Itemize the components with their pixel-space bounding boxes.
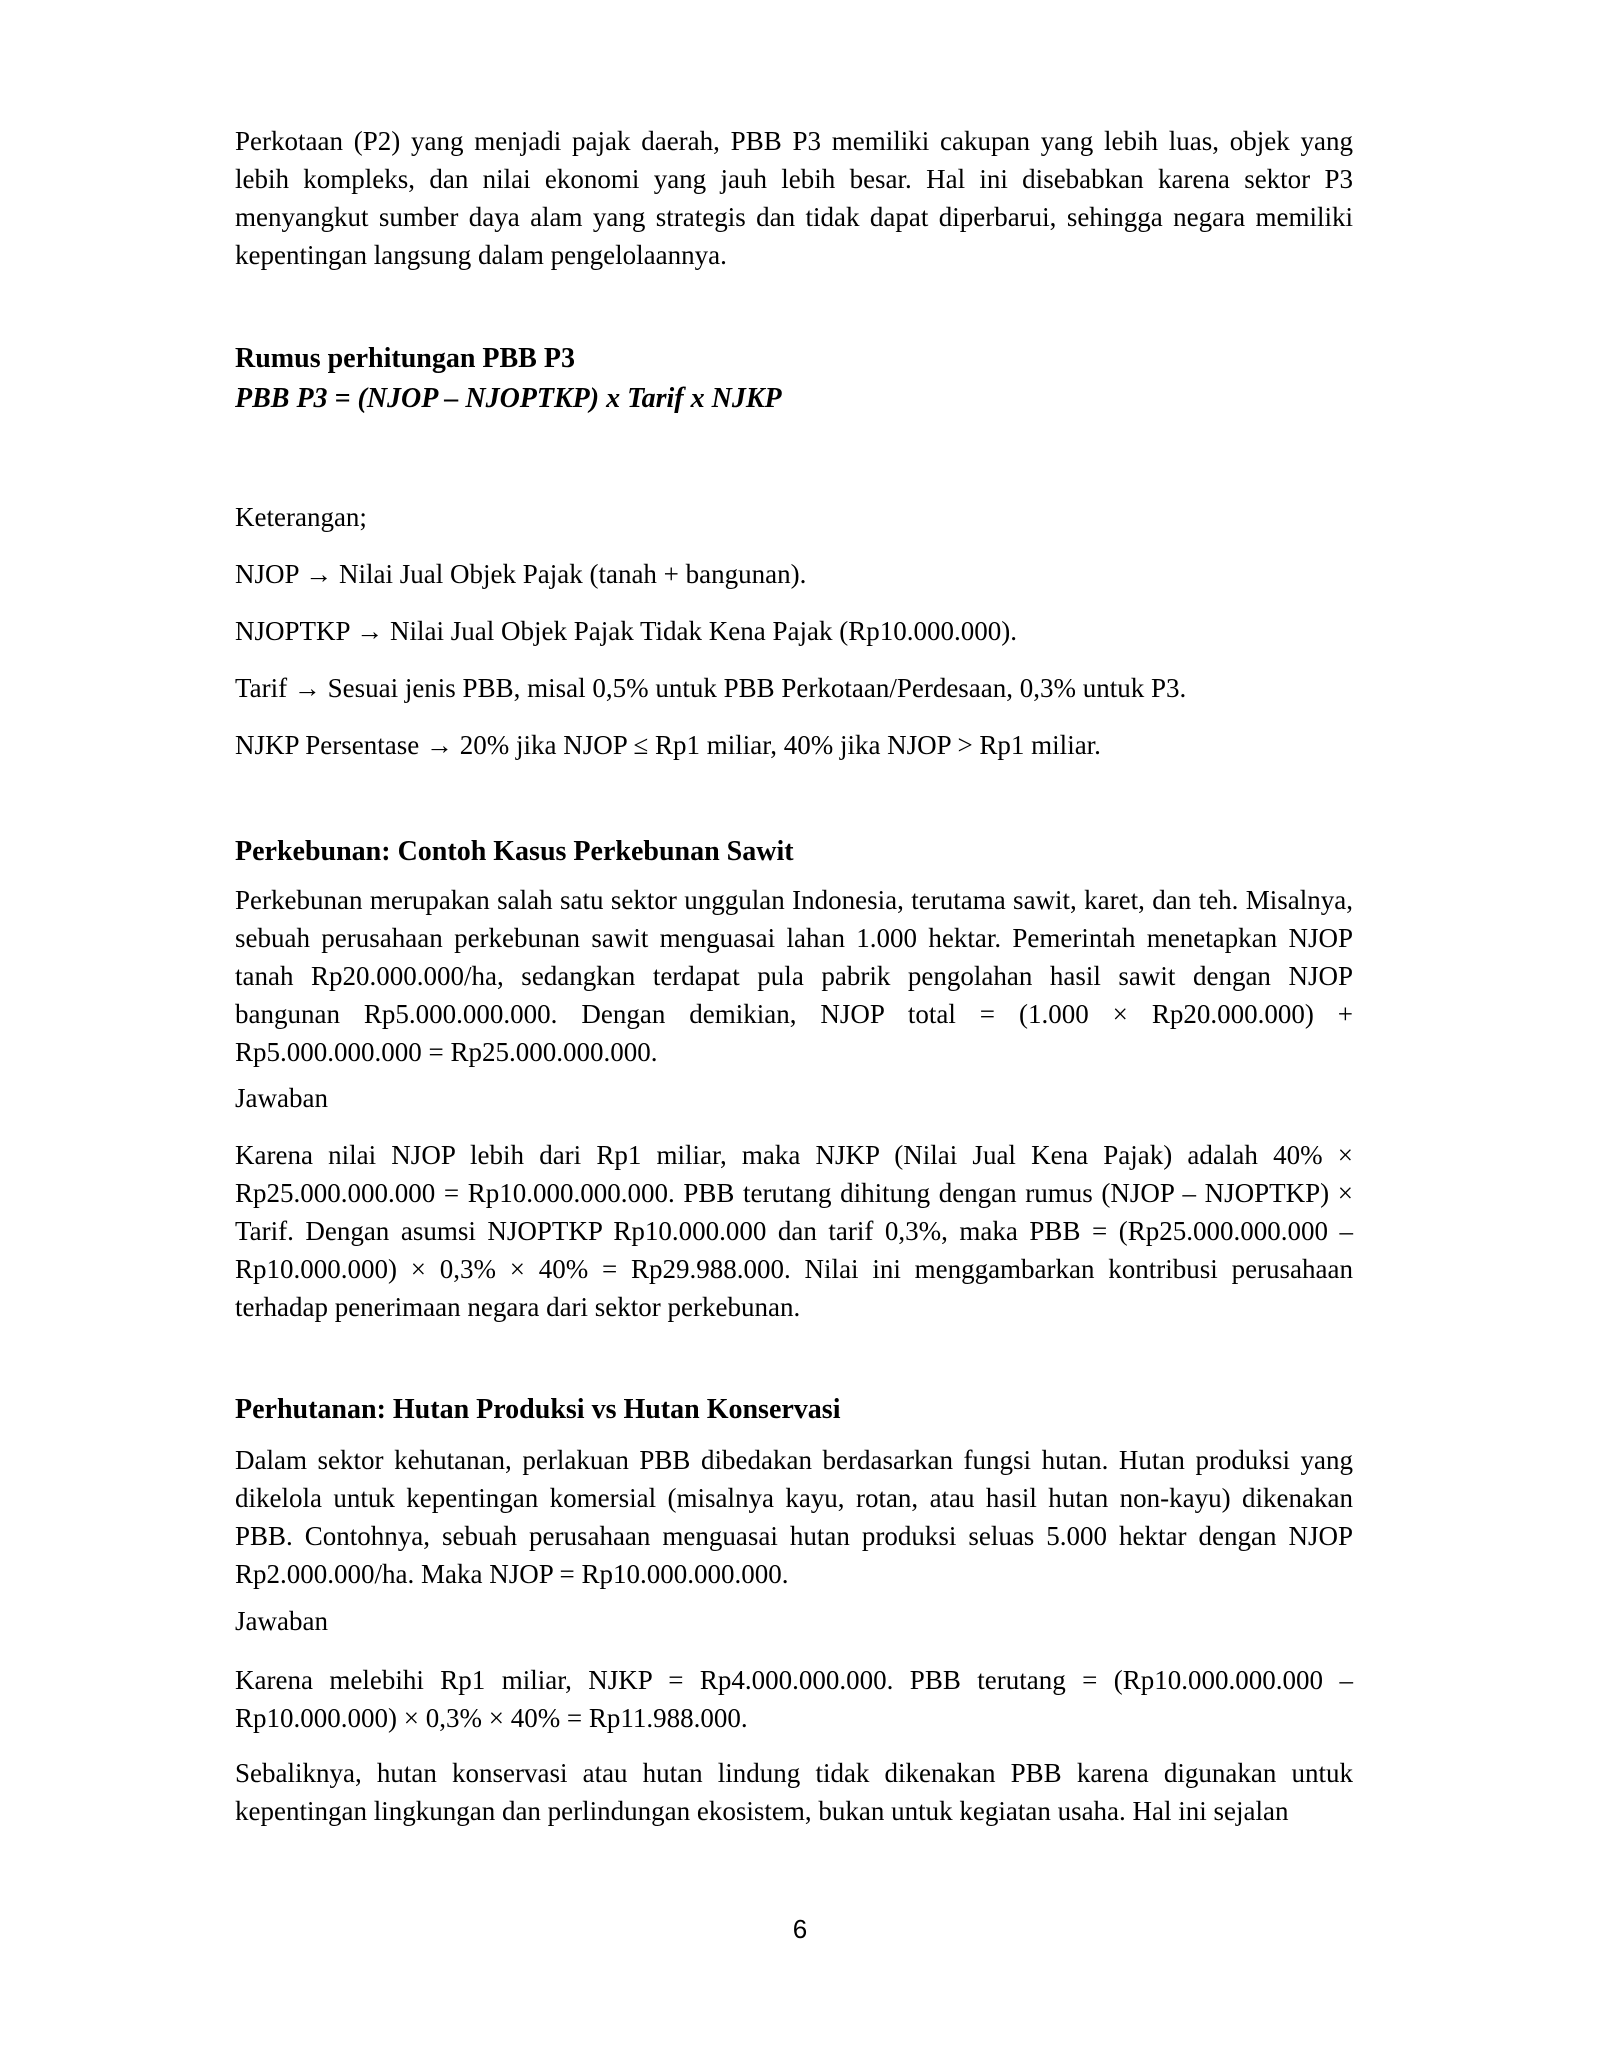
intro-paragraph: Perkotaan (P2) yang menjadi pajak daerah, PBB P3 memiliki cakupan yang lebih luas, objek yang lebih kompleks, dan nilai ekonomi yang jauh lebih besar. Hal ini disebabkan karena sektor P3 menyangkut sumber daya alam yang strategis dan tidak dapat diperbarui, sehingga negara memiliki kepentingan langsung dalam pengelolaannya. [235,126,1353,270]
keterangan-item-njop: NJOP → Nilai Jual Objek Pajak (tanah + bangunan). [235,559,807,589]
rumus-section-heading: Rumus perhitungan PBB P3 [235,343,575,374]
perkebunan-jawaban-paragraph: Karena nilai NJOP lebih dari Rp1 miliar, maka NJKP (Nilai Jual Kena Pajak) adalah 40% × Rp25.000.000.000 = Rp10.000.000.000. PBB terutang dihitung dengan rumus (NJOP – NJOPTKP) × Tarif. Dengan asumsi NJOPTKP Rp10.000.000 dan tarif 0,3%, maka PBB = (Rp25.000.000.000 – Rp10.000.000) × 0,3% × 40% = Rp29.988.000. Nilai ini menggambarkan kontribusi perusahaan terhadap penerimaan negara dari sektor perkebunan. [235,1140,1353,1322]
perhutanan-jawaban-label: Jawaban [235,1606,328,1636]
perhutanan-section-heading: Perhutanan: Hutan Produksi vs Hutan Konservasi [235,1394,841,1425]
keterangan-label: Keterangan; [235,502,367,532]
pbb-formula-line: PBB P3 = (NJOP – NJOPTKP) x Tarif x NJKP [235,383,782,414]
closing-paragraph: Sebaliknya, hutan konservasi atau hutan lindung tidak dikenakan PBB karena digunakan untuk kepentingan lingkungan dan perlindungan ekosistem, bukan untuk kegiatan usaha. Hal ini sejalan [235,1758,1353,1826]
keterangan-item-njkp: NJKP Persentase → 20% jika NJOP ≤ Rp1 miliar, 40% jika NJOP > Rp1 miliar. [235,730,1101,760]
document-content [235,122,1353,1830]
keterangan-item-njoptkp: NJOPTKP → Nilai Jual Objek Pajak Tidak Kena Pajak (Rp10.000.000). [235,616,1017,646]
keterangan-item-tarif: Tarif → Sesuai jenis PBB, misal 0,5% untuk PBB Perkotaan/Perdesaan, 0,3% untuk P3. [235,673,1187,703]
perkebunan-section-heading: Perkebunan: Contoh Kasus Perkebunan Sawit [235,836,794,867]
perkebunan-jawaban-label: Jawaban [235,1083,328,1113]
perkebunan-body-paragraph: Perkebunan merupakan salah satu sektor unggulan Indonesia, terutama sawit, karet, dan teh. Misalnya, sebuah perusahaan perkebunan sawit menguasai lahan 1.000 hektar. Pemerintah menetapkan NJOP tanah Rp20.000.000/ha, sedangkan terdapat pula pabrik pengolahan hasil sawit dengan NJOP bangunan Rp5.000.000.000. Dengan demikian, NJOP total = (1.000 × Rp20.000.000) + Rp5.000.000.000 = Rp25.000.000.000. [235,885,1353,1067]
perhutanan-body-paragraph: Dalam sektor kehutanan, perlakuan PBB dibedakan berdasarkan fungsi hutan. Hutan produksi yang dikelola untuk kepentingan komersial (misalnya kayu, rotan, atau hasil hutan non-kayu) dikenakan PBB. Contohnya, sebuah perusahaan menguasai hutan produksi seluas 5.000 hektar dengan NJOP Rp2.000.000/ha. Maka NJOP = Rp10.000.000.000. [235,1445,1353,1589]
page-number: 6 [792,1914,808,1944]
perhutanan-jawaban-paragraph: Karena melebihi Rp1 miliar, NJKP = Rp4.000.000.000. PBB terutang = (Rp10.000.000.000 – Rp10.000.000) × 0,3% × 40% = Rp11.988.000. [235,1665,1353,1733]
